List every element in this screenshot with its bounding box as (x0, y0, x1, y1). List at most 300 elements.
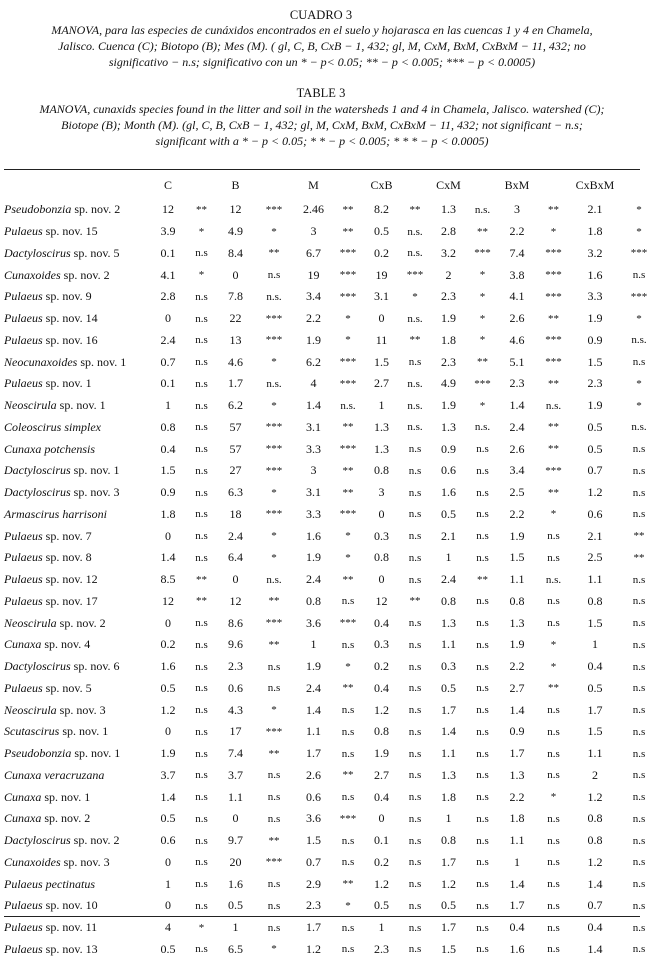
value-cell: 0.8 (430, 591, 467, 613)
significance-cell: n.s (467, 808, 498, 830)
value-cell: 12 (217, 591, 254, 613)
significance-cell: n.s (400, 743, 430, 765)
value-cell: 1 (217, 917, 254, 939)
table-row (3, 243, 659, 265)
significance-cell: ** (467, 569, 498, 591)
species-suffix: sp. nov. 1 (57, 398, 106, 412)
significance-cell: n.s (536, 873, 571, 895)
value-cell: 1.3 (498, 765, 536, 787)
significance-cell: n.s (619, 765, 659, 787)
significance-cell: *** (254, 417, 294, 439)
value-cell: 2.3 (498, 373, 536, 395)
significance-cell: n.s (467, 504, 498, 526)
significance-cell: ** (333, 199, 363, 221)
value-cell: 1.7 (217, 373, 254, 395)
significance-cell: n.s (536, 917, 571, 939)
significance-cell: * (619, 221, 659, 243)
significance-cell: n.s (536, 699, 571, 721)
significance-cell: n.s (619, 569, 659, 591)
species-suffix: sp. nov. 16 (43, 333, 98, 347)
species-name (3, 678, 150, 700)
value-cell: 1.8 (150, 504, 186, 526)
genus-name: Pulaeus (4, 529, 43, 543)
table-row (3, 634, 659, 656)
value-cell: 57 (217, 417, 254, 439)
significance-cell: n.s (186, 808, 217, 830)
species-suffix: sp. nov. 8 (43, 550, 92, 564)
value-cell: 8.4 (217, 243, 254, 265)
value-cell: 3.2 (571, 243, 619, 265)
significance-cell: * (333, 525, 363, 547)
significance-cell: n.s (619, 808, 659, 830)
value-cell: 0.5 (571, 417, 619, 439)
significance-cell: * (186, 264, 217, 286)
significance-cell: n.s (619, 939, 659, 960)
value-cell: 0.8 (294, 591, 333, 613)
species-suffix: sp. nov. 2 (61, 268, 110, 282)
significance-cell: n.s (467, 612, 498, 634)
significance-cell: n.s. (400, 373, 430, 395)
significance-cell: * (254, 525, 294, 547)
significance-cell: n.s. (536, 569, 571, 591)
significance-cell: n.s (619, 351, 659, 373)
significance-cell: n.s (186, 743, 217, 765)
value-cell: 12 (363, 591, 400, 613)
significance-cell: ** (254, 743, 294, 765)
value-cell: 3.2 (430, 243, 467, 265)
genus-name: Scutascirus (4, 724, 59, 738)
significance-cell: n.s (400, 721, 430, 743)
significance-cell: * (536, 221, 571, 243)
value-cell: 1.1 (294, 721, 333, 743)
significance-cell: *** (333, 373, 363, 395)
value-cell: 0.3 (430, 656, 467, 678)
significance-cell: n.s (186, 482, 217, 504)
value-cell: 6.7 (294, 243, 333, 265)
species-suffix: sp. nov. 1 (71, 746, 120, 760)
table-row (3, 308, 659, 330)
cuadro-heading: CUADRO 3 (0, 8, 642, 23)
value-cell: 3.4 (294, 286, 333, 308)
significance-cell: n.s (186, 634, 217, 656)
value-cell: 1.9 (150, 743, 186, 765)
value-cell: 11 (363, 330, 400, 352)
value-cell: 3 (294, 221, 333, 243)
significance-cell: * (254, 395, 294, 417)
significance-cell: n.s (619, 786, 659, 808)
value-cell: 12 (150, 591, 186, 613)
table-row (3, 569, 659, 591)
species-suffix: sp. nov. 10 (43, 898, 98, 912)
value-cell: 0.8 (363, 460, 400, 482)
significance-cell: * (467, 286, 498, 308)
value-cell: 1.5 (571, 612, 619, 634)
significance-cell: * (254, 351, 294, 373)
significance-cell: * (333, 330, 363, 352)
significance-cell: *** (254, 504, 294, 526)
significance-cell: n.s (186, 678, 217, 700)
value-cell: 19 (294, 264, 333, 286)
value-cell: 4.1 (150, 264, 186, 286)
table-row (3, 873, 659, 895)
table-row (3, 939, 659, 960)
value-cell: 6.2 (294, 351, 333, 373)
value-cell: 1.5 (150, 460, 186, 482)
significance-cell: n.s (254, 786, 294, 808)
value-cell: 2.7 (498, 678, 536, 700)
significance-cell: n.s (536, 743, 571, 765)
value-cell: 1 (430, 808, 467, 830)
table-row (3, 438, 659, 460)
significance-cell: n.s (186, 830, 217, 852)
value-cell: 0.2 (363, 852, 400, 874)
value-cell: 8.5 (150, 569, 186, 591)
value-cell: 0.9 (430, 438, 467, 460)
species-suffix: sp. nov. 11 (43, 920, 97, 934)
value-cell: 1.9 (571, 308, 619, 330)
value-cell: 2.1 (571, 525, 619, 547)
significance-cell: * (333, 656, 363, 678)
significance-cell: ** (400, 330, 430, 352)
significance-cell: n.s (400, 939, 430, 960)
significance-cell: n.s (400, 612, 430, 634)
species-suffix: sp. nov. 12 (43, 572, 98, 586)
significance-cell: n.s (400, 525, 430, 547)
significance-cell: n.s (400, 917, 430, 939)
species-suffix: sp. nov. 5 (71, 246, 120, 260)
significance-cell: n.s (186, 525, 217, 547)
significance-cell: n.s (186, 373, 217, 395)
value-cell: 1 (571, 634, 619, 656)
significance-cell: *** (254, 852, 294, 874)
value-cell: 0.6 (217, 678, 254, 700)
value-cell: 0.7 (150, 351, 186, 373)
significance-cell: n.s (536, 939, 571, 960)
significance-cell: n.s (467, 438, 498, 460)
species-suffix: sp. nov. 1 (71, 463, 120, 477)
significance-cell: ** (333, 873, 363, 895)
significance-cell: n.s (467, 634, 498, 656)
table-row (3, 286, 659, 308)
value-cell: 2.4 (217, 525, 254, 547)
significance-cell: n.s (333, 699, 363, 721)
significance-cell: n.s (619, 264, 659, 286)
value-cell: 0 (217, 569, 254, 591)
table-row (3, 264, 659, 286)
value-cell: 3.6 (294, 612, 333, 634)
species-header (3, 171, 150, 199)
value-cell: 1.1 (430, 743, 467, 765)
value-cell: 1.3 (430, 199, 467, 221)
significance-cell: n.s (254, 678, 294, 700)
significance-cell: n.s (254, 656, 294, 678)
value-cell: 0.8 (363, 721, 400, 743)
caption-line: Biotope (B); Month (M). (gl, C, B, CxB − 1, 432; gl, M, CxM, BxM, CxBxM − 11, 432; not significant − n.s; (16, 117, 628, 133)
value-cell: 2.1 (430, 525, 467, 547)
value-cell: 1.9 (430, 395, 467, 417)
significance-cell: n.s (186, 460, 217, 482)
species-name (3, 852, 150, 874)
significance-cell: n.s (186, 351, 217, 373)
genus-name: Pulaeus (4, 681, 43, 695)
value-cell: 4.1 (498, 286, 536, 308)
significance-cell: n.s (467, 656, 498, 678)
value-cell: 4.9 (217, 221, 254, 243)
significance-cell: n.s. (467, 417, 498, 439)
value-cell: 0.5 (430, 678, 467, 700)
table-row (3, 504, 659, 526)
value-cell: 2.3 (294, 895, 333, 917)
value-cell: 1.2 (294, 939, 333, 960)
species-name (3, 199, 150, 221)
significance-cell: * (186, 221, 217, 243)
species-name (3, 373, 150, 395)
value-cell: 1.6 (217, 873, 254, 895)
significance-cell: *** (619, 286, 659, 308)
significance-cell: n.s (467, 482, 498, 504)
value-cell: 0 (363, 308, 400, 330)
species-name (3, 699, 150, 721)
value-cell: 19 (363, 264, 400, 286)
table-row (3, 656, 659, 678)
significance-cell: n.s (536, 808, 571, 830)
significance-cell: n.s (400, 482, 430, 504)
significance-cell: ** (254, 591, 294, 613)
significance-cell: n.s (186, 721, 217, 743)
value-cell: 1.3 (430, 612, 467, 634)
significance-cell: *** (467, 243, 498, 265)
significance-cell: * (467, 395, 498, 417)
significance-cell: n.s (400, 438, 430, 460)
genus-name: Pulaeus (4, 333, 43, 347)
genus-name: Pulaeus (4, 898, 43, 912)
value-cell: 0 (363, 569, 400, 591)
significance-cell: n.s (254, 808, 294, 830)
genus-name: Dactyloscirus (4, 659, 71, 673)
significance-cell: n.s (333, 786, 363, 808)
significance-cell: * (467, 264, 498, 286)
species-name (3, 612, 150, 634)
value-cell: 1.8 (571, 221, 619, 243)
significance-cell: n.s (400, 852, 430, 874)
genus-name: Cunaxa veracruzana (4, 768, 104, 782)
value-cell: 1.7 (430, 917, 467, 939)
significance-cell: n.s (619, 830, 659, 852)
value-cell: 3.7 (150, 765, 186, 787)
significance-cell: ** (400, 199, 430, 221)
genus-name: Pulaeus (4, 594, 43, 608)
value-cell: 2.4 (498, 417, 536, 439)
value-cell: 0.5 (430, 895, 467, 917)
species-name (3, 569, 150, 591)
significance-cell: n.s (333, 830, 363, 852)
value-cell: 1.3 (430, 765, 467, 787)
species-name (3, 264, 150, 286)
value-cell: 1 (294, 634, 333, 656)
value-cell: 0 (150, 612, 186, 634)
species-name (3, 939, 150, 960)
caption-line: significativo − n.s; significativo con un * − p< 0.05; ** − p < 0.005; *** − p < 0.0005) (16, 54, 628, 70)
species-suffix: sp. nov. 3 (61, 855, 110, 869)
significance-cell: n.s (536, 852, 571, 874)
genus-name: Cunaxoides (4, 268, 61, 282)
significance-cell: n.s (619, 482, 659, 504)
species-suffix: sp. nov. 6 (71, 659, 120, 673)
significance-cell: n.s (536, 765, 571, 787)
value-cell: 22 (217, 308, 254, 330)
value-cell: 1.9 (363, 743, 400, 765)
significance-cell: n.s (619, 612, 659, 634)
value-cell: 20 (217, 852, 254, 874)
value-cell: 0.1 (363, 830, 400, 852)
value-cell: 3.7 (217, 765, 254, 787)
species-name (3, 482, 150, 504)
value-cell: 2.6 (294, 765, 333, 787)
significance-cell: n.s (467, 699, 498, 721)
significance-cell: n.s (619, 721, 659, 743)
value-cell: 6.3 (217, 482, 254, 504)
value-cell: 2.5 (498, 482, 536, 504)
species-name (3, 438, 150, 460)
species-suffix: sp. nov. 15 (43, 224, 98, 238)
column-header: C (150, 171, 186, 199)
value-cell: 1.7 (294, 917, 333, 939)
significance-cell: ** (536, 417, 571, 439)
caption-line: significant with a * − p < 0.05; * * − p < 0.005; * * * − p < 0.0005) (16, 133, 628, 149)
species-name (3, 765, 150, 787)
significance-cell: *** (619, 243, 659, 265)
significance-cell: * (619, 308, 659, 330)
significance-cell: ** (186, 591, 217, 613)
value-cell: 1.9 (571, 395, 619, 417)
header-row (3, 171, 659, 199)
significance-cell: n.s (619, 591, 659, 613)
significance-cell: n.s (186, 612, 217, 634)
value-cell: 0.2 (150, 634, 186, 656)
value-cell: 1 (430, 547, 467, 569)
significance-cell: ** (254, 830, 294, 852)
significance-cell: n.s (186, 438, 217, 460)
value-cell: 0 (150, 525, 186, 547)
species-suffix: sp. nov. 1 (43, 376, 92, 390)
significance-cell: n.s (467, 460, 498, 482)
genus-name: Cunaxa potchensis (4, 442, 95, 456)
significance-cell: *** (333, 504, 363, 526)
value-cell: 3 (294, 460, 333, 482)
column-header: BxM (498, 171, 536, 199)
value-cell: 0 (150, 852, 186, 874)
value-cell: 0 (150, 895, 186, 917)
significance-cell: n.s (186, 504, 217, 526)
significance-cell: n.s (186, 308, 217, 330)
value-cell: 1.6 (150, 656, 186, 678)
significance-cell: n.s. (400, 395, 430, 417)
species-suffix: sp. nov. 2 (71, 202, 120, 216)
species-name (3, 351, 150, 373)
significance-cell: n.s (186, 395, 217, 417)
table-row (3, 482, 659, 504)
value-cell: 0.5 (150, 939, 186, 960)
significance-cell: n.s (619, 699, 659, 721)
value-cell: 13 (217, 330, 254, 352)
table-row (3, 765, 659, 787)
bottom-rule (4, 916, 640, 917)
significance-cell: * (619, 373, 659, 395)
significance-cell: ** (536, 482, 571, 504)
value-cell: 1.1 (498, 830, 536, 852)
genus-name: Armascirus harrisoni (4, 507, 107, 521)
significance-cell: n.s (467, 873, 498, 895)
genus-name: Pulaeus pectinatus (4, 877, 95, 891)
value-cell: 1.4 (498, 699, 536, 721)
significance-cell: n.s. (400, 308, 430, 330)
value-cell: 0.5 (150, 808, 186, 830)
significance-cell: n.s (619, 634, 659, 656)
significance-cell: n.s (467, 895, 498, 917)
species-name (3, 917, 150, 939)
value-cell: 2.4 (150, 330, 186, 352)
significance-cell: n.s (536, 591, 571, 613)
species-name (3, 308, 150, 330)
significance-cell: n.s (619, 678, 659, 700)
species-name (3, 221, 150, 243)
significance-cell: * (467, 308, 498, 330)
value-cell: 1.9 (498, 525, 536, 547)
value-cell: 0.8 (571, 591, 619, 613)
value-cell: 3.4 (498, 460, 536, 482)
value-cell: 1.6 (294, 525, 333, 547)
genus-name: Pulaeus (4, 942, 43, 956)
value-cell: 0 (363, 808, 400, 830)
significance-cell: n.s (536, 525, 571, 547)
value-cell: 3.1 (363, 286, 400, 308)
value-cell: 1.6 (571, 264, 619, 286)
table-row (3, 699, 659, 721)
significance-cell: *** (536, 351, 571, 373)
significance-cell: n.s (186, 699, 217, 721)
species-name (3, 830, 150, 852)
value-cell: 1.9 (294, 656, 333, 678)
significance-cell: n.s (619, 895, 659, 917)
value-cell: 2.3 (430, 351, 467, 373)
value-cell: 0.7 (571, 460, 619, 482)
value-cell: 7.4 (217, 743, 254, 765)
value-cell: 0.4 (498, 917, 536, 939)
value-cell: 0.5 (363, 221, 400, 243)
species-name (3, 786, 150, 808)
value-cell: 1.4 (498, 395, 536, 417)
significance-cell: n.s (400, 895, 430, 917)
table-row (3, 330, 659, 352)
caption-line: MANOVA, cunaxids species found in the litter and soil in the watersheds 1 and 4 in Chamela, Jalisco. watershed (C); (16, 101, 628, 117)
value-cell: 4 (150, 917, 186, 939)
value-cell: 1 (363, 395, 400, 417)
significance-cell: n.s. (536, 395, 571, 417)
significance-cell: *** (254, 438, 294, 460)
significance-cell: n.s (400, 634, 430, 656)
value-cell: 2.4 (430, 569, 467, 591)
significance-cell: * (254, 221, 294, 243)
value-cell: 1 (363, 917, 400, 939)
value-cell: 1.1 (571, 743, 619, 765)
value-cell: 0.6 (571, 504, 619, 526)
value-cell: 0.4 (363, 678, 400, 700)
value-cell: 1.9 (498, 634, 536, 656)
genus-name: Pulaeus (4, 224, 43, 238)
table-row (3, 852, 659, 874)
significance-cell: * (467, 330, 498, 352)
significance-cell: n.s (333, 939, 363, 960)
